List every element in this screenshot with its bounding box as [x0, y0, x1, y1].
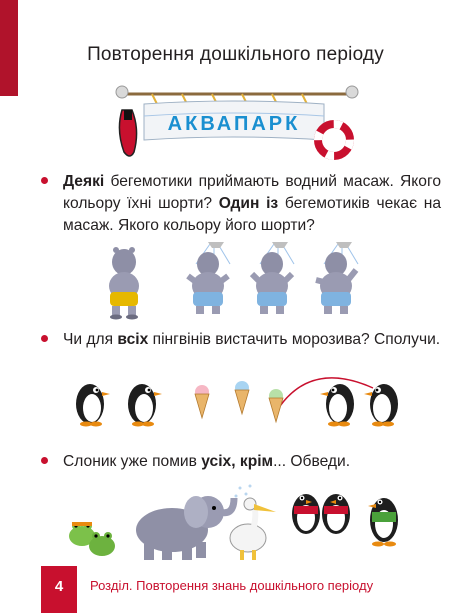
yellow-shorts	[110, 292, 138, 306]
blue-shorts	[193, 292, 223, 306]
suction-cup-icon	[116, 86, 128, 98]
task-2-text-1: Чи для	[63, 331, 118, 348]
bullet	[41, 329, 51, 339]
penguin-illustration	[322, 494, 350, 534]
task-3-bold-1: усіх, крім	[201, 453, 274, 470]
penguin-illustration	[76, 384, 110, 427]
task-2-text-2: пінгвінів вистачить морозива? Сполучи.	[148, 331, 441, 348]
footer-text: Розділ. Повторення знань дошкільного періоду	[90, 578, 374, 593]
penguin-icecream-row	[68, 366, 413, 430]
penguin-illustration	[320, 384, 354, 427]
blue-shorts	[257, 292, 287, 306]
frog-illustration	[89, 532, 115, 556]
task-2-bold-1: всіх	[117, 331, 149, 348]
penguin-illustration	[292, 494, 320, 534]
penguin-illustration	[368, 498, 398, 547]
hippo-illustration	[109, 247, 139, 320]
pelican-illustration	[230, 498, 276, 560]
task-1-text-1: бегемотики приймають водний масаж. Якого кольору їхні шорти?	[63, 173, 441, 212]
blue-shorts	[321, 292, 351, 306]
ice-cream-cone-icon	[195, 385, 209, 418]
hippo-illustration	[316, 242, 358, 314]
task-1-bold-2: Один із	[218, 195, 279, 212]
penguin-illustration	[128, 384, 162, 427]
life-ring-icon	[318, 124, 350, 156]
task-2-text	[63, 329, 441, 351]
shower-icon	[208, 242, 224, 248]
shower-icon	[336, 242, 352, 248]
aquapark-banner	[112, 82, 362, 168]
ice-cream-cone-icon	[235, 381, 249, 414]
flipper-icon	[119, 110, 136, 156]
banner-text: АКВАПАРК	[167, 113, 301, 135]
page-title: Повторення дошкільного періоду	[87, 44, 384, 65]
task-1-text	[63, 171, 441, 237]
hippo-illustration	[252, 242, 294, 314]
hippo-row	[100, 240, 440, 320]
task-3-text	[63, 451, 441, 473]
task-3-text-1: Слоник уже помив	[63, 453, 202, 470]
hippo-illustration	[188, 242, 230, 314]
bullet	[41, 451, 51, 461]
penguin-illustration	[364, 384, 398, 427]
animals-row	[66, 478, 416, 562]
elephant-illustration	[136, 485, 252, 561]
task-1-text-2: бегемотиків чекає на масаж. Якого кольору його шорти?	[63, 195, 441, 234]
task-1-bold-1: Деякі	[63, 173, 105, 190]
bullet	[41, 171, 51, 181]
task-3-text-2: ... Обведи.	[273, 453, 351, 470]
suction-cup-icon	[346, 86, 358, 98]
ice-cream-cone-icon	[269, 389, 283, 422]
page-number: 4	[54, 578, 64, 595]
shower-icon	[272, 242, 288, 248]
